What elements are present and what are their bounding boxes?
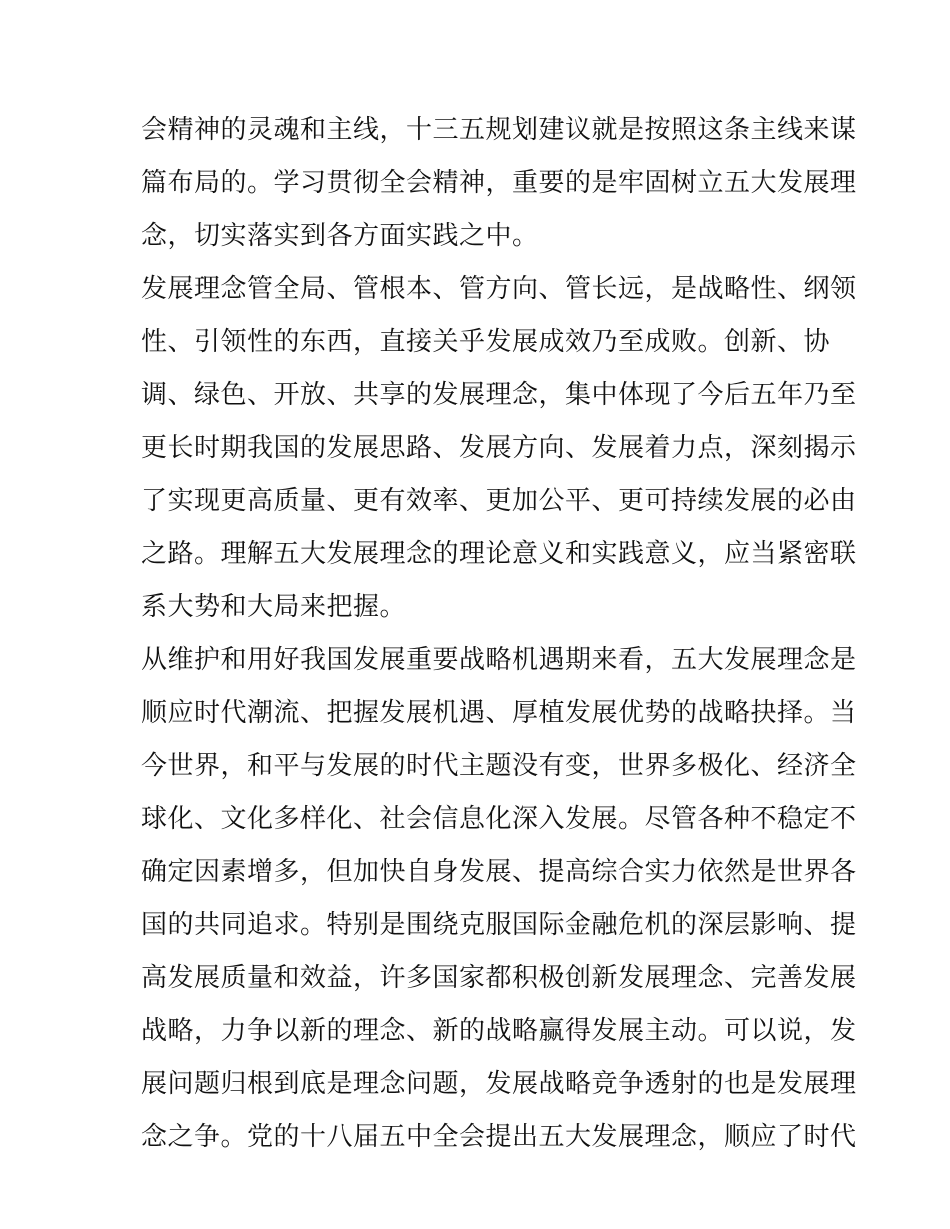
text-line: 了实现更高质量、更有效率、更加公平、更可持续发展的必由	[141, 486, 857, 516]
text-line: 展问题归根到底是理念问题，发展战略竞争透射的也是发展理	[141, 1069, 857, 1099]
text-line: 确定因素增多，但加快自身发展、提高综合实力依然是世界各	[141, 857, 857, 887]
text-line: 性、引领性的东西，直接关乎发展成效乃至成败。创新、协	[141, 327, 831, 357]
text-line: 念，切实落实到各方面实践之中。	[141, 221, 539, 251]
text-line: 之路。理解五大发展理念的理论意义和实践意义，应当紧密联	[141, 539, 857, 569]
text-line: 调、绿色、开放、共享的发展理念，集中体现了今后五年乃至	[141, 380, 857, 410]
text-line: 战略，力争以新的理念、新的战略赢得发展主动。可以说，发	[141, 1016, 857, 1046]
text-line: 篇布局的。学习贯彻全会精神，重要的是牢固树立五大发展理	[141, 168, 857, 198]
text-line: 顺应时代潮流、把握发展机遇、厚植发展优势的战略抉择。当	[141, 698, 857, 728]
text-line: 念之争。党的十八届五中全会提出五大发展理念，顺应了时代	[141, 1122, 857, 1152]
text-line: 发展理念管全局、管根本、管方向、管长远，是战略性、纲领	[141, 274, 857, 304]
text-line: 更长时期我国的发展思路、发展方向、发展着力点，深刻揭示	[141, 433, 857, 463]
text-line: 系大势和大局来把握。	[141, 592, 407, 622]
body-text	[141, 104, 857, 1164]
text-line: 从维护和用好我国发展重要战略机遇期来看，五大发展理念是	[141, 645, 857, 675]
text-line: 球化、文化多样化、社会信息化深入发展。尽管各种不稳定不	[141, 804, 857, 834]
text-line: 会精神的灵魂和主线，十三五规划建议就是按照这条主线来谋	[141, 115, 857, 145]
text-line: 高发展质量和效益，许多国家都积极创新发展理念、完善发展	[141, 963, 857, 993]
text-line: 今世界，和平与发展的时代主题没有变，世界多极化、经济全	[141, 751, 857, 781]
text-line: 国的共同追求。特别是围绕克服国际金融危机的深层影响、提	[141, 910, 857, 940]
